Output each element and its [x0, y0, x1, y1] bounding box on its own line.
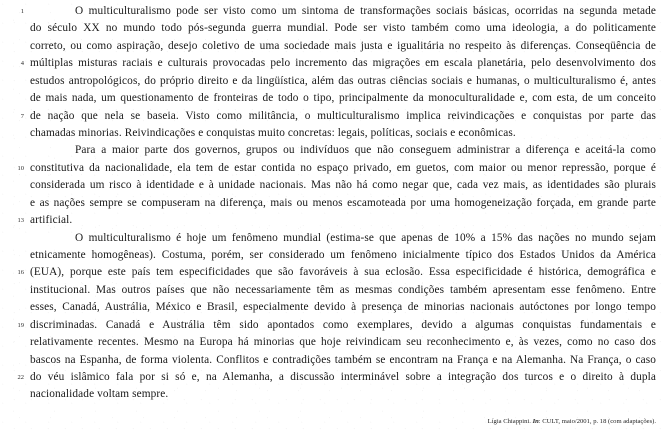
passage-line [30, 73, 656, 90]
passage-line-text: nacionalidade voltam sempre. [30, 388, 169, 401]
passage-line-text: discriminadas. Canadá e Austrália têm sido apontados como exemplares, devido a algumas conquistas fundamentais e [30, 318, 656, 331]
passage-line [30, 230, 656, 247]
line-number: 1 [20, 8, 24, 15]
passage-line-text: institucional. Mas outros países que não necessariamente têm as mesmas condições também apresentam esse fenômeno. Entre [30, 283, 656, 296]
passage-line-text: esses, Canadá, Austrália, México e Brasil, especialmente devido à presença de minorias nacionais autóctones por longo tempo [30, 301, 656, 314]
passage-line [30, 90, 656, 107]
passage-line [30, 264, 656, 281]
passage-line-text: do século XX no mundo todo pós-segunda guerra mundial. Pode ser visto também como uma ideologia, a do politicamente [30, 22, 656, 35]
line-number-gutter [0, 0, 30, 433]
passage-line [30, 142, 656, 159]
passage-line [30, 247, 656, 264]
passage-line [30, 299, 656, 316]
passage-line-text: etnicamente homogêneas). Costuma, porém, ser considerado um fenômeno inicialmente típico dos Estados Unidos da América [30, 249, 656, 262]
passage-line [30, 369, 656, 386]
passage-line [30, 177, 656, 194]
passage-line [30, 20, 656, 37]
passage-line-text: múltiplas misturas raciais e culturais provocadas pelo incremento das migrações em escala planetária, pelo desenvolvimento dos [30, 57, 656, 70]
passage-line-text: de nação que nela se baseia. Visto como militância, o multiculturalismo implica reivindicações e conquistas por parte das [30, 109, 656, 122]
passage-line-text: de mais nada, um questionamento de fronteiras de todo o tipo, principalmente da monoculturalidade e, com esta, de um conceito [30, 92, 656, 105]
passage-line [30, 282, 656, 299]
passage-line [30, 160, 656, 177]
passage-line [30, 38, 656, 55]
passage-line-text: chamadas minorias. Reivindicações e conquistas muito concretas: legais, políticas, sociais e econômicas. [30, 127, 516, 139]
citation-author: Lígia Chiappini. [487, 418, 531, 425]
passage-line [30, 317, 656, 334]
passage-line-text: do véu islâmico fala por si só e, na Alemanha, a discussão interminável sobre a integração dos turcos e o direito à dupla [30, 371, 656, 384]
source-citation [488, 417, 656, 426]
passage-line [30, 334, 656, 351]
line-number: 19 [17, 321, 24, 329]
passage-line-text: O multiculturalismo pode ser visto como um sintoma de transformações sociais básicas, ocorridas na segunda metade [75, 5, 656, 17]
passage-line-text: (EUA), porque este país tem especificidades que são favoráveis à sua eclosão. Essa especificidade é histórica, demográfica e [30, 266, 656, 279]
passage-line-text: artificial. [30, 214, 73, 227]
passage-line [30, 108, 656, 125]
passage-line-text: Para a maior parte dos governos, grupos ou indivíduos que não conseguem administrar a diferença e aceitá-la como [75, 144, 656, 157]
line-number: 16 [17, 269, 24, 277]
passage-line-text: O multiculturalismo é hoje um fenômeno mundial (estima-se que apenas de 10% a 15% das nações no mundo sejam [75, 231, 656, 244]
passage-line-text: correto, ou como aspiração, desejo coletivo de uma sociedade mais justa e igualitária no respeito às diferenças. Conseqüência de [30, 39, 656, 52]
line-number: 13 [17, 217, 24, 225]
passage-line [30, 212, 656, 229]
passage-line-text: relativamente recentes. Mesmo na Europa há minorias que hoje reivindicam seu reconhecimento e, às vezes, como no caso dos [30, 336, 656, 349]
passage-line [30, 386, 656, 403]
line-number: 7 [20, 112, 24, 120]
passage-line [30, 352, 656, 369]
passage-line [30, 125, 656, 142]
passage-line-text: e as nações sempre se compuseram na diferença, mais ou menos escamoteada por uma homogeneização forçada, em grande parte [30, 196, 656, 209]
line-number: 4 [20, 60, 24, 68]
line-number: 10 [17, 164, 24, 172]
passage-line [30, 3, 656, 20]
line-number: 22 [17, 374, 24, 382]
passage-line-text: bascos na Espanha, de forma violenta. Conflitos e contradições também se encontram na França e na Alemanha. Na França, o caso [30, 353, 656, 366]
passage-line-text: considerada um risco à identidade e à unidade nacionais. Mas não há como negar que, cada vez mais, as identidades são plurais [30, 179, 656, 192]
passage-text-column [30, 0, 656, 410]
passage-line-text: constitutiva da nacionalidade, ela tem de estar contida no espaço privado, em guetos, com maior ou menor repressão, porque é [30, 161, 656, 174]
passage-line [30, 55, 656, 72]
passage-line-text: estudos antropológicos, do próprio direito e da lingüística, além das outras ciências sociais e humanas, o multiculturalismo é, antes [30, 74, 656, 87]
citation-in-marker: In [532, 418, 539, 425]
citation-source: : CULT, maio/2001, p. 18 (com adaptações). [538, 418, 656, 425]
passage-line [30, 195, 656, 212]
